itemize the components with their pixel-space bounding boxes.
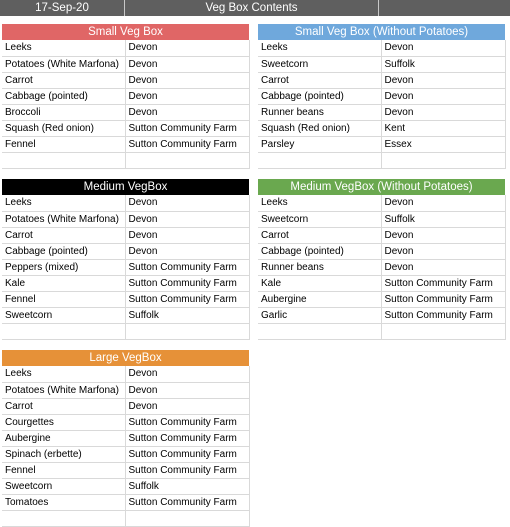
item-cell[interactable]: Garlic <box>258 307 381 323</box>
table-row <box>2 243 249 259</box>
item-cell[interactable]: Leeks <box>258 40 381 56</box>
box-table <box>2 366 250 527</box>
table-row <box>258 40 505 56</box>
table-row <box>2 259 249 275</box>
origin-cell[interactable]: Sutton Community Farm <box>125 446 249 462</box>
origin-cell[interactable]: Devon <box>381 227 505 243</box>
item-cell[interactable]: Cabbage (pointed) <box>2 243 125 259</box>
item-cell[interactable]: Courgettes <box>2 414 125 430</box>
table-row <box>2 88 249 104</box>
item-cell[interactable]: Runner beans <box>258 104 381 120</box>
origin-cell[interactable]: Devon <box>125 195 249 211</box>
item-cell[interactable]: Leeks <box>258 195 381 211</box>
item-cell[interactable]: Carrot <box>258 72 381 88</box>
table-row <box>2 494 249 510</box>
empty-header-cell[interactable] <box>379 0 510 16</box>
origin-cell[interactable] <box>381 152 505 168</box>
table-row <box>258 136 505 152</box>
table-row <box>258 88 505 104</box>
table-row <box>2 414 249 430</box>
origin-cell[interactable]: Devon <box>125 227 249 243</box>
table-row <box>2 446 249 462</box>
item-cell[interactable]: Cabbage (pointed) <box>258 243 381 259</box>
table-row <box>258 211 505 227</box>
origin-cell[interactable]: Devon <box>381 72 505 88</box>
origin-cell[interactable]: Suffolk <box>125 307 249 323</box>
table-row <box>258 152 505 168</box>
table-row <box>258 104 505 120</box>
table-row <box>258 323 505 339</box>
item-cell[interactable]: Leeks <box>2 40 125 56</box>
origin-cell[interactable]: Sutton Community Farm <box>125 462 249 478</box>
sheet-header-bar <box>0 0 510 16</box>
table-row <box>2 152 249 168</box>
origin-cell[interactable]: Devon <box>125 72 249 88</box>
origin-cell[interactable]: Devon <box>125 40 249 56</box>
box-table <box>2 195 250 340</box>
item-cell[interactable]: Leeks <box>2 366 125 382</box>
origin-cell[interactable]: Sutton Community Farm <box>125 259 249 275</box>
origin-cell[interactable]: Sutton Community Farm <box>125 430 249 446</box>
box-title[interactable]: Large VegBox <box>2 350 249 366</box>
origin-cell[interactable]: Sutton Community Farm <box>125 275 249 291</box>
origin-cell[interactable]: Sutton Community Farm <box>381 275 505 291</box>
origin-cell[interactable] <box>125 323 249 339</box>
item-cell[interactable]: Parsley <box>258 136 381 152</box>
origin-cell[interactable]: Sutton Community Farm <box>125 414 249 430</box>
item-cell[interactable]: Cabbage (pointed) <box>2 88 125 104</box>
medium-veg-box-without-potatoes <box>258 179 505 340</box>
table-row <box>2 462 249 478</box>
item-cell[interactable]: Carrot <box>2 398 125 414</box>
item-cell[interactable]: Aubergine <box>2 430 125 446</box>
table-row <box>2 323 249 339</box>
box-table <box>2 40 250 169</box>
item-cell[interactable]: Tomatoes <box>2 494 125 510</box>
table-row <box>258 120 505 136</box>
table-row <box>258 291 505 307</box>
origin-cell[interactable]: Sutton Community Farm <box>125 120 249 136</box>
origin-cell[interactable]: Devon <box>125 88 249 104</box>
origin-cell[interactable]: Suffolk <box>125 478 249 494</box>
origin-cell[interactable]: Devon <box>381 40 505 56</box>
item-cell[interactable]: Carrot <box>2 72 125 88</box>
origin-cell[interactable]: Devon <box>125 398 249 414</box>
origin-cell[interactable]: Sutton Community Farm <box>125 494 249 510</box>
large-veg-box <box>2 350 249 527</box>
table-row <box>258 307 505 323</box>
item-cell[interactable]: Fennel <box>2 136 125 152</box>
origin-cell[interactable]: Devon <box>125 56 249 72</box>
origin-cell[interactable]: Kent <box>381 120 505 136</box>
date-cell[interactable]: 17-Sep-20 <box>0 0 125 16</box>
origin-cell[interactable]: Devon <box>381 259 505 275</box>
origin-cell[interactable]: Sutton Community Farm <box>125 291 249 307</box>
box-table <box>258 40 506 169</box>
item-cell[interactable] <box>258 152 381 168</box>
table-row <box>2 291 249 307</box>
item-cell[interactable]: Sweetcorn <box>258 56 381 72</box>
table-row <box>2 382 249 398</box>
box-table <box>258 195 506 340</box>
item-cell[interactable] <box>258 323 381 339</box>
small-veg-box-without-potatoes <box>258 24 505 169</box>
medium-veg-box <box>2 179 249 340</box>
table-row <box>2 120 249 136</box>
item-cell[interactable]: Leeks <box>2 195 125 211</box>
item-cell[interactable]: Fennel <box>2 462 125 478</box>
item-cell[interactable]: Kale <box>258 275 381 291</box>
item-cell[interactable]: Sweetcorn <box>258 211 381 227</box>
item-cell[interactable]: Sweetcorn <box>2 307 125 323</box>
sheet-title-cell[interactable]: Veg Box Contents <box>125 0 379 16</box>
origin-cell[interactable]: Essex <box>381 136 505 152</box>
table-row <box>2 398 249 414</box>
origin-cell[interactable] <box>125 152 249 168</box>
item-cell[interactable]: Carrot <box>2 227 125 243</box>
origin-cell[interactable]: Devon <box>125 382 249 398</box>
origin-cell[interactable]: Devon <box>381 88 505 104</box>
origin-cell[interactable]: Devon <box>381 104 505 120</box>
box-title[interactable]: Small Veg Box (Without Potatoes) <box>258 24 505 40</box>
table-row <box>258 259 505 275</box>
item-cell[interactable] <box>2 152 125 168</box>
item-cell[interactable]: Broccoli <box>2 104 125 120</box>
table-row <box>2 366 249 382</box>
table-row <box>258 243 505 259</box>
box-title[interactable]: Medium VegBox (Without Potatoes) <box>258 179 505 195</box>
origin-cell[interactable]: Devon <box>125 366 249 382</box>
table-row <box>2 40 249 56</box>
table-row <box>258 72 505 88</box>
small-veg-box <box>2 24 249 169</box>
item-cell[interactable]: Aubergine <box>258 291 381 307</box>
table-row <box>2 72 249 88</box>
origin-cell[interactable]: Devon <box>381 195 505 211</box>
table-row <box>258 227 505 243</box>
item-cell[interactable]: Runner beans <box>258 259 381 275</box>
origin-cell[interactable]: Suffolk <box>381 56 505 72</box>
table-row <box>258 275 505 291</box>
origin-cell[interactable] <box>381 323 505 339</box>
origin-cell[interactable]: Devon <box>381 243 505 259</box>
item-cell[interactable]: Peppers (mixed) <box>2 259 125 275</box>
item-cell[interactable]: Fennel <box>2 291 125 307</box>
table-row <box>258 56 505 72</box>
item-cell[interactable]: Squash (Red onion) <box>2 120 125 136</box>
table-row <box>2 478 249 494</box>
box-title[interactable]: Medium VegBox <box>2 179 249 195</box>
item-cell[interactable]: Cabbage (pointed) <box>258 88 381 104</box>
table-row <box>2 56 249 72</box>
origin-cell[interactable]: Sutton Community Farm <box>125 136 249 152</box>
table-row <box>2 307 249 323</box>
origin-cell[interactable]: Suffolk <box>381 211 505 227</box>
item-cell[interactable]: Kale <box>2 275 125 291</box>
item-cell[interactable]: Sweetcorn <box>2 478 125 494</box>
table-row <box>2 227 249 243</box>
box-title[interactable]: Small Veg Box <box>2 24 249 40</box>
item-cell[interactable]: Potatoes (White Marfona) <box>2 211 125 227</box>
origin-cell[interactable]: Devon <box>125 211 249 227</box>
origin-cell[interactable]: Sutton Community Farm <box>381 291 505 307</box>
origin-cell[interactable]: Sutton Community Farm <box>381 307 505 323</box>
item-cell[interactable] <box>2 323 125 339</box>
table-row <box>2 430 249 446</box>
table-row <box>2 211 249 227</box>
table-row <box>2 195 249 211</box>
table-row <box>2 275 249 291</box>
item-cell[interactable]: Squash (Red onion) <box>258 120 381 136</box>
item-cell[interactable]: Carrot <box>258 227 381 243</box>
origin-cell[interactable]: Devon <box>125 243 249 259</box>
table-row <box>2 104 249 120</box>
item-cell[interactable]: Spinach (erbette) <box>2 446 125 462</box>
item-cell[interactable]: Potatoes (White Marfona) <box>2 56 125 72</box>
table-row <box>2 136 249 152</box>
origin-cell[interactable]: Devon <box>125 104 249 120</box>
item-cell[interactable]: Potatoes (White Marfona) <box>2 382 125 398</box>
table-row <box>258 195 505 211</box>
